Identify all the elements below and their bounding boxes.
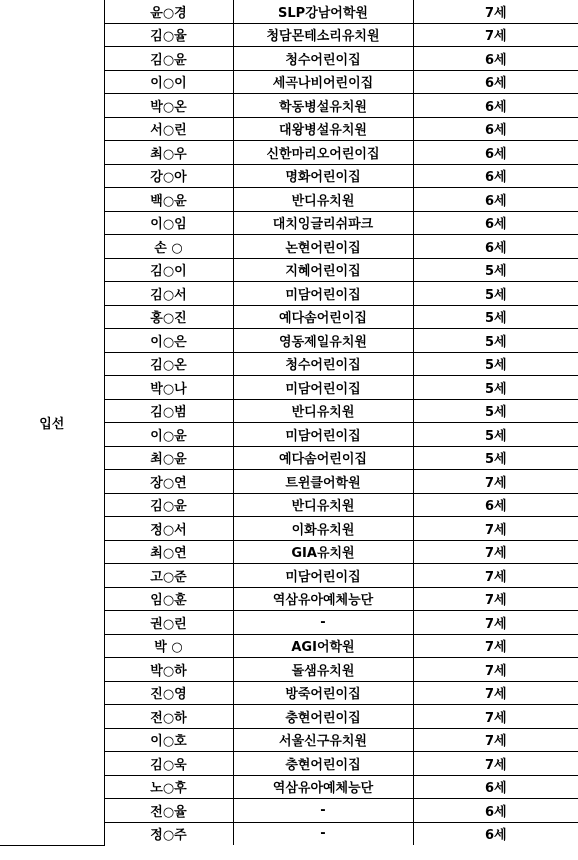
school-name: 충현어린이집 xyxy=(233,705,413,729)
school-name: 반디유치원 xyxy=(233,493,413,517)
school-name: 미담어린이집 xyxy=(233,282,413,306)
participant-name: 최○우 xyxy=(104,141,233,165)
participant-age: 6세 xyxy=(413,47,578,71)
participant-age: 6세 xyxy=(413,94,578,118)
participant-name: 권○린 xyxy=(104,611,233,635)
participant-name: 김○범 xyxy=(104,399,233,423)
school-name: 대왕병설유치원 xyxy=(233,117,413,141)
school-name: 역삼유아예체능단 xyxy=(233,775,413,799)
participant-name: 김○율 xyxy=(104,23,233,47)
participant-age: 6세 xyxy=(413,211,578,235)
participant-age: 7세 xyxy=(413,23,578,47)
participant-name: 진○영 xyxy=(104,681,233,705)
participant-age: 5세 xyxy=(413,282,578,306)
participant-name: 정○주 xyxy=(104,822,233,845)
participant-age: 6세 xyxy=(413,70,578,94)
participant-age: 5세 xyxy=(413,399,578,423)
school-name: 방죽어린이집 xyxy=(233,681,413,705)
participant-age: 5세 xyxy=(413,305,578,329)
participant-name: 박○나 xyxy=(104,376,233,400)
participant-name: 김○이 xyxy=(104,258,233,282)
school-name: 미담어린이집 xyxy=(233,564,413,588)
participant-name: 이○은 xyxy=(104,329,233,353)
participant-age: 7세 xyxy=(413,634,578,658)
participant-name: 이○호 xyxy=(104,728,233,752)
school-name: 미담어린이집 xyxy=(233,376,413,400)
participant-name: 이○이 xyxy=(104,70,233,94)
participant-age: 7세 xyxy=(413,540,578,564)
school-name: 이화유치원 xyxy=(233,517,413,541)
participant-name: 전○율 xyxy=(104,799,233,823)
participant-age: 7세 xyxy=(413,658,578,682)
school-name: SLP강남어학원 xyxy=(233,0,413,23)
school-name: 논현어린이집 xyxy=(233,235,413,259)
school-name: 대치잉글리쉬파크 xyxy=(233,211,413,235)
school-name: 명화어린이집 xyxy=(233,164,413,188)
participant-name: 김○온 xyxy=(104,352,233,376)
participant-age: 7세 xyxy=(413,705,578,729)
participant-age: 7세 xyxy=(413,728,578,752)
participant-age: 7세 xyxy=(413,564,578,588)
participant-name: 장○연 xyxy=(104,470,233,494)
participant-name: 전○하 xyxy=(104,705,233,729)
participant-age: 6세 xyxy=(413,164,578,188)
school-name: 영동제일유치원 xyxy=(233,329,413,353)
participant-age: 6세 xyxy=(413,799,578,823)
participant-name: 김○서 xyxy=(104,282,233,306)
participant-name: 이○임 xyxy=(104,211,233,235)
school-name: 예다솜어린이집 xyxy=(233,446,413,470)
school-name: 반디유치원 xyxy=(233,399,413,423)
school-name: 세곡나비어린이집 xyxy=(233,70,413,94)
participant-age: 7세 xyxy=(413,470,578,494)
school-name: - xyxy=(233,611,413,635)
participant-age: 6세 xyxy=(413,141,578,165)
participant-name: 정○서 xyxy=(104,517,233,541)
participant-age: 5세 xyxy=(413,329,578,353)
participant-age: 6세 xyxy=(413,188,578,212)
participant-name: 손 ○ xyxy=(104,235,233,259)
school-name: 충현어린이집 xyxy=(233,752,413,776)
participant-name: 박 ○ xyxy=(104,634,233,658)
participant-name: 백○윤 xyxy=(104,188,233,212)
participant-name: 김○윤 xyxy=(104,493,233,517)
participant-age: 6세 xyxy=(413,775,578,799)
school-name: 트윈클어학원 xyxy=(233,470,413,494)
participant-age: 7세 xyxy=(413,752,578,776)
participant-age: 6세 xyxy=(413,493,578,517)
participant-age: 6세 xyxy=(413,117,578,141)
participant-name: 임○훈 xyxy=(104,587,233,611)
school-name: GIA유치원 xyxy=(233,540,413,564)
participant-name: 김○윤 xyxy=(104,47,233,71)
participant-age: 7세 xyxy=(413,587,578,611)
school-name: 청담몬테소리유치원 xyxy=(233,23,413,47)
school-name: - xyxy=(233,822,413,845)
participant-name: 윤○경 xyxy=(104,0,233,23)
school-name: 돌샘유치원 xyxy=(233,658,413,682)
participant-age: 7세 xyxy=(413,0,578,23)
participant-age: 5세 xyxy=(413,352,578,376)
school-name: 지혜어린이집 xyxy=(233,258,413,282)
participant-age: 5세 xyxy=(413,423,578,447)
school-name: 신한마리오어린이집 xyxy=(233,141,413,165)
participant-name: 최○윤 xyxy=(104,446,233,470)
school-name: 청수어린이집 xyxy=(233,47,413,71)
participant-age: 7세 xyxy=(413,681,578,705)
participant-name: 박○온 xyxy=(104,94,233,118)
participant-name: 최○연 xyxy=(104,540,233,564)
school-name: 청수어린이집 xyxy=(233,352,413,376)
table-row xyxy=(0,0,578,23)
participant-age: 6세 xyxy=(413,822,578,845)
participant-name: 홍○진 xyxy=(104,305,233,329)
participant-name: 이○윤 xyxy=(104,423,233,447)
school-name: 미담어린이집 xyxy=(233,423,413,447)
participant-name: 강○아 xyxy=(104,164,233,188)
participant-age: 6세 xyxy=(413,235,578,259)
school-name: 예다솜어린이집 xyxy=(233,305,413,329)
participant-age: 5세 xyxy=(413,446,578,470)
school-name: 반디유치원 xyxy=(233,188,413,212)
participant-name: 박○하 xyxy=(104,658,233,682)
award-group-label: 입선 xyxy=(0,0,104,845)
participant-name: 김○욱 xyxy=(104,752,233,776)
participant-age: 7세 xyxy=(413,517,578,541)
participant-age: 5세 xyxy=(413,258,578,282)
participant-name: 노○후 xyxy=(104,775,233,799)
participant-age: 7세 xyxy=(413,611,578,635)
school-name: 학동병설유치원 xyxy=(233,94,413,118)
school-name: - xyxy=(233,799,413,823)
participant-name: 고○준 xyxy=(104,564,233,588)
school-name: AGI어학원 xyxy=(233,634,413,658)
school-name: 역삼유아예체능단 xyxy=(233,587,413,611)
participant-age: 5세 xyxy=(413,376,578,400)
school-name: 서울신구유치원 xyxy=(233,728,413,752)
participant-name: 서○린 xyxy=(104,117,233,141)
